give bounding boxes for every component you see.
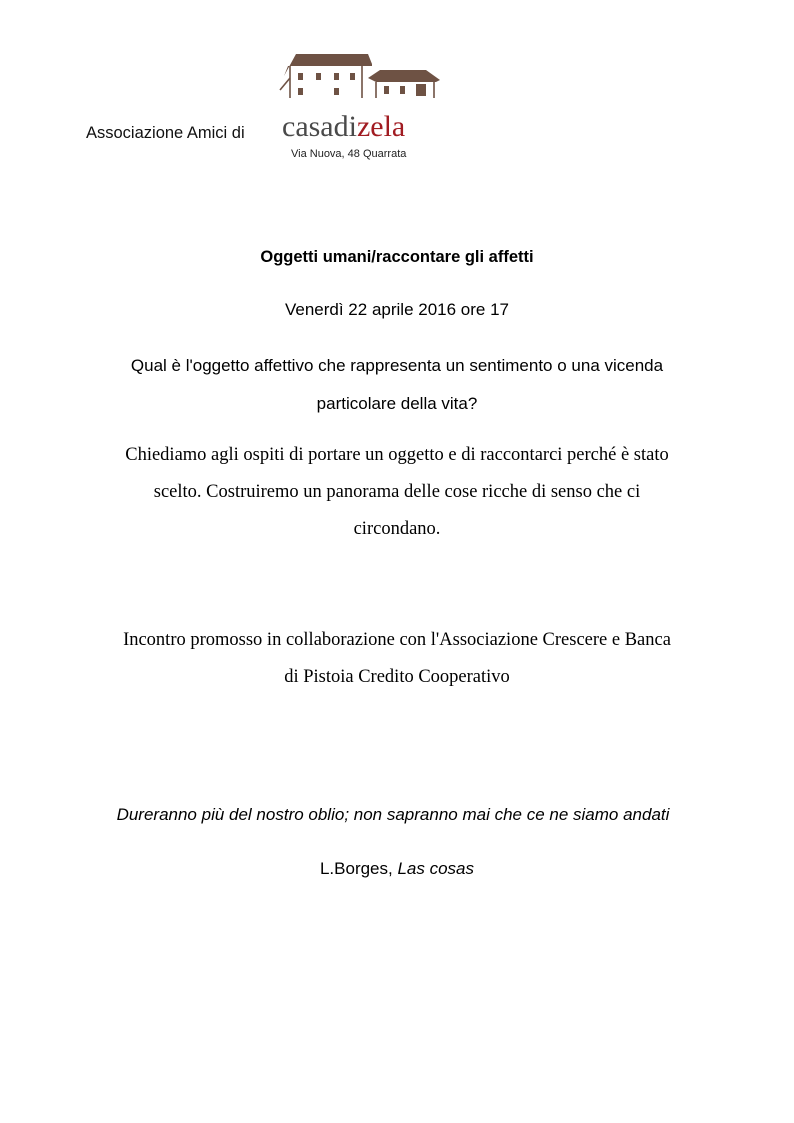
question-line: particolare della vita? [316, 394, 478, 413]
event-title: Oggetti umani/raccontare gli affetti [260, 248, 534, 266]
quote-work: Las cosas [397, 859, 475, 878]
invite-line: scelto. Costruiremo un panorama delle cose ricche di senso che ci [153, 482, 641, 502]
logo-wordmark [282, 110, 405, 143]
event-question [0, 347, 794, 423]
invite-line: circondano. [353, 519, 441, 539]
association-label: Associazione Amici di [86, 124, 245, 142]
quote-attribution [0, 859, 794, 879]
event-date: Venerdì 22 aprile 2016 ore 17 [284, 300, 509, 319]
event-invite [72, 437, 722, 548]
logo-zela: zela [356, 110, 406, 143]
event-promotion [60, 622, 734, 696]
promo-line: Incontro promosso in collaborazione con l'Associazione Crescere e Banca [123, 630, 671, 650]
address: Via Nuova, 48 Quarrata [291, 148, 407, 160]
casadizela-logo [276, 48, 448, 144]
promo-line: di Pistoia Credito Cooperativo [284, 667, 510, 687]
logo-casa: casa [282, 110, 334, 143]
quote-author: L.Borges, [319, 859, 393, 878]
question-line: Qual è l'oggetto affettivo che rappresenta un sentimento o una vicenda [130, 356, 664, 375]
invite-line: Chiediamo agli ospiti di portare un oggetto e di raccontarci perché è stato [125, 445, 669, 465]
logo-di: di [333, 110, 357, 143]
quote-text: Dureranno più del nostro oblio; non sapranno mai che ce ne siamo andati [116, 805, 670, 824]
building-icon [280, 54, 440, 98]
